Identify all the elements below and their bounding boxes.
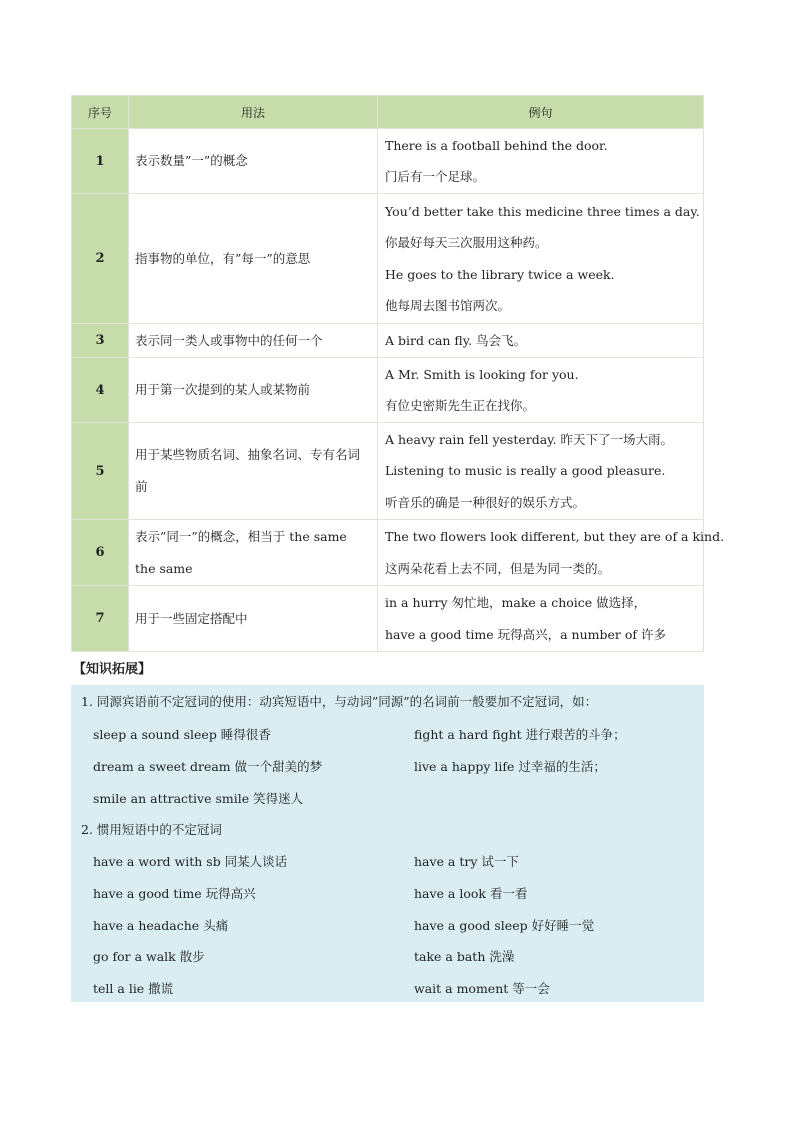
- row-number: 1: [72, 129, 129, 194]
- row-number: 5: [72, 423, 129, 520]
- row-examples: [378, 586, 704, 652]
- example-line: The two flowers look different, but they are of a kind.: [385, 529, 725, 544]
- row-usage: 指事物的单位，有”每一”的意思: [129, 194, 378, 324]
- phrase-item: sleep a sound sleep 睡得很香: [93, 727, 271, 742]
- phrase-item: smile an attractive smile 笑得迷人: [93, 791, 304, 806]
- row-usage: 用于某些物质名词、抽象名词、专有名词前: [129, 423, 378, 520]
- example-line: 他每周去图书馆两次。: [385, 298, 511, 313]
- phrase-item: wait a moment 等一会: [414, 981, 550, 996]
- example-line: have a good time 玩得高兴，a number of 许多: [385, 626, 666, 642]
- example-line: There is a football behind the door.: [385, 137, 608, 153]
- row-number: 7: [72, 586, 129, 652]
- row-examples: [378, 194, 704, 324]
- example-line: 听音乐的确是一种很好的娱乐方式。: [385, 494, 586, 510]
- table-row: [72, 586, 704, 652]
- phrase-item: tell a lie 撒谎: [93, 981, 174, 996]
- row-number: 4: [72, 358, 129, 423]
- example-line: 有位史密斯先生正在找你。: [385, 398, 536, 413]
- row-number: 2: [72, 194, 129, 324]
- example-line: A heavy rain fell yesterday. 昨天下了一场大雨。: [385, 431, 674, 447]
- section1-heading: 1. 同源宾语前不定冠词的使用：动宾短语中，与动词”同源”的名词前一般要加不定冠词，如：: [81, 694, 598, 709]
- row-examples: [378, 358, 704, 423]
- table-row: [72, 358, 704, 423]
- row-number: 3: [72, 324, 129, 358]
- row-examples: [378, 423, 704, 520]
- table-row: [72, 194, 704, 324]
- row-usage: 表示数量”一”的概念: [129, 129, 378, 194]
- phrase-item: fight a hard fight 进行艰苦的斗争；: [414, 727, 626, 742]
- phrase-item: live a happy life 过幸福的生活；: [414, 759, 606, 774]
- row-number: 6: [72, 520, 129, 586]
- example-line: in a hurry 匆忙地，make a choice 做选择，: [385, 595, 647, 610]
- header-example: 例句: [378, 96, 704, 129]
- example-line: A bird can fly. 鸟会飞。: [385, 332, 527, 348]
- row-usage: 用于第一次提到的某人或某物前: [129, 358, 378, 423]
- row-examples: [378, 520, 725, 586]
- table-row: [72, 423, 704, 520]
- header-number: 序号: [72, 96, 129, 129]
- example-line: He goes to the library twice a week.: [385, 266, 615, 282]
- example-line: A Mr. Smith is looking for you.: [385, 366, 579, 382]
- table-row: [72, 129, 704, 194]
- table-row: [72, 324, 704, 358]
- example-line: 门后有一个足球。: [385, 169, 486, 184]
- row-usage: 用于一些固定搭配中: [129, 586, 378, 652]
- row-usage: 表示”同一”的概念，相当于 the same the same: [129, 520, 378, 586]
- phrase-item: have a good time 玩得高兴: [93, 886, 256, 901]
- usage-table: [71, 95, 725, 652]
- phrase-item: have a word with sb 同某人谈话: [93, 854, 288, 869]
- table-header-row: [72, 96, 704, 129]
- knowledge-title: 【知识拓展】: [73, 662, 152, 677]
- section2-heading: 2. 惯用短语中的不定冠词: [81, 822, 222, 837]
- phrase-item: go for a walk 散步: [93, 949, 205, 964]
- row-examples: [378, 324, 704, 358]
- example-line: You’d better take this medicine three times a day.: [385, 203, 700, 219]
- phrase-item: take a bath 洗澡: [414, 949, 515, 964]
- phrase-item: have a try 试一下: [414, 854, 519, 869]
- row-examples: [378, 129, 704, 194]
- phrase-item: have a headache 头痛: [93, 918, 229, 933]
- example-line: 你最好每天三次服用这种药。: [385, 235, 548, 250]
- header-usage: 用法: [129, 96, 378, 129]
- table-row: [72, 520, 704, 586]
- phrase-item: have a look 看一看: [414, 886, 528, 901]
- example-line: 这两朵花看上去不同，但是为同一类的。: [385, 560, 611, 576]
- example-line: Listening to music is really a good pleasure.: [385, 463, 666, 479]
- phrase-item: have a good sleep 好好睡一觉: [414, 918, 595, 933]
- row-usage: 表示同一类人或事物中的任何一个: [129, 324, 378, 358]
- knowledge-box: [71, 685, 704, 1002]
- phrase-item: dream a sweet dream 做一个甜美的梦: [93, 759, 323, 774]
